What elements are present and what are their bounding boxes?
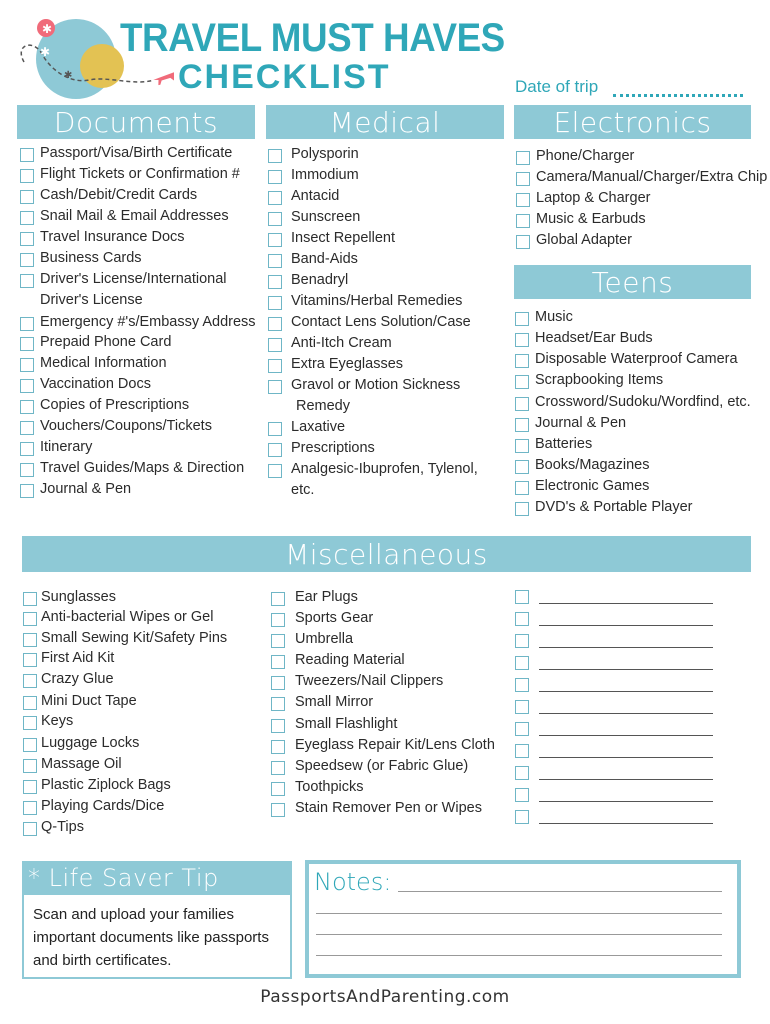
- checklist-item-label: Cash/Debit/Credit Cards: [40, 187, 198, 203]
- checkbox[interactable]: [515, 788, 529, 802]
- checklist-item-label: Passport/Visa/Birth Certificate: [40, 145, 233, 161]
- checklist-item-label: Anti-bacterial Wipes or Gel: [41, 609, 214, 625]
- medical-header: [266, 105, 504, 139]
- checklist-item-label: Scrapbooking Items: [535, 372, 664, 388]
- checklist-item-label: Tweezers/Nail Clippers: [295, 673, 444, 689]
- write-in-line[interactable]: [539, 713, 713, 714]
- date-label-text: Date of trip: [515, 77, 599, 96]
- electronics-header-text: Electronics: [553, 105, 712, 139]
- checklist-item-label: Prepaid Phone Card: [40, 334, 172, 350]
- documents-continuation: Driver's License: [40, 292, 143, 308]
- checkbox[interactable]: [516, 172, 530, 186]
- checklist-item-label: Music & Earbuds: [536, 211, 646, 227]
- checkbox[interactable]: [515, 333, 529, 347]
- checkbox[interactable]: [515, 481, 529, 495]
- checklist-item-label: Journal & Pen: [40, 481, 132, 497]
- checkbox[interactable]: [515, 766, 529, 780]
- checklist-item-label: Q-Tips: [41, 819, 84, 835]
- checklist-item-label: Insect Repellent: [291, 230, 395, 246]
- write-in-line[interactable]: [539, 603, 713, 604]
- checkbox[interactable]: [515, 354, 529, 368]
- checklist-item-label: Emergency #'s/Embassy Address: [40, 314, 256, 330]
- write-in-line[interactable]: [539, 779, 713, 780]
- checkbox[interactable]: [20, 421, 34, 435]
- checklist-item-label: Global Adapter: [536, 232, 632, 248]
- checkbox[interactable]: [271, 592, 285, 606]
- medical-continuation: etc.: [291, 482, 315, 498]
- write-in-line[interactable]: [539, 669, 713, 670]
- checklist-item-label: Laptop & Charger: [536, 190, 651, 206]
- checkbox[interactable]: [516, 214, 530, 228]
- checklist-item-label: Reading Material: [295, 652, 405, 668]
- notes-line: [316, 955, 722, 956]
- checkbox[interactable]: [23, 633, 37, 647]
- checkbox[interactable]: [20, 148, 34, 162]
- checkbox[interactable]: [20, 317, 34, 331]
- electronics-header: [514, 105, 751, 139]
- checkbox[interactable]: [23, 822, 37, 836]
- checklist-item-label: Sunscreen: [291, 209, 361, 225]
- checkbox[interactable]: [268, 443, 282, 457]
- misc-header: [22, 536, 751, 572]
- checkbox[interactable]: [515, 460, 529, 474]
- checkbox[interactable]: [268, 275, 282, 289]
- checkbox[interactable]: [20, 400, 34, 414]
- checkbox[interactable]: [515, 810, 529, 824]
- tip-text: [33, 903, 269, 972]
- title-line2: CHECKLIST: [178, 58, 391, 96]
- checklist-item-label: Vouchers/Coupons/Tickets: [40, 418, 212, 434]
- checkbox[interactable]: [515, 375, 529, 389]
- checklist-item-label: Immodium: [291, 167, 359, 183]
- checkbox[interactable]: [271, 676, 285, 690]
- checklist-item-label: Benadryl: [291, 272, 349, 288]
- checklist-item-label: Headset/Ear Buds: [535, 330, 653, 346]
- checkbox[interactable]: [271, 655, 285, 669]
- checkbox[interactable]: [268, 380, 282, 394]
- checkbox[interactable]: [20, 484, 34, 498]
- checkbox[interactable]: [23, 592, 37, 606]
- svg-text:✱: ✱: [64, 70, 73, 81]
- medical-header-text: Medical: [329, 105, 441, 139]
- checklist-item-label: Vitamins/Herbal Remedies: [291, 293, 463, 309]
- checkbox[interactable]: [23, 780, 37, 794]
- checklist-item-label: Camera/Manual/Charger/Extra Chip: [536, 169, 768, 185]
- checkbox[interactable]: [515, 656, 529, 670]
- checkbox[interactable]: [23, 759, 37, 773]
- write-in-line[interactable]: [539, 647, 713, 648]
- checklist-item-label: Electronic Games: [535, 478, 650, 494]
- checklist-item-label: DVD's & Portable Player: [535, 499, 693, 515]
- notes-label: Notes:: [314, 868, 392, 896]
- checkbox[interactable]: [516, 193, 530, 207]
- medical-continuation: Remedy: [296, 398, 350, 414]
- checkbox[interactable]: [20, 337, 34, 351]
- checklist-item-label: Music: [535, 309, 573, 325]
- write-in-line[interactable]: [539, 691, 713, 692]
- checkbox[interactable]: [268, 422, 282, 436]
- checklist-item-label: Small Flashlight: [295, 716, 398, 732]
- checkbox[interactable]: [515, 590, 529, 604]
- checklist-item-label: Batteries: [535, 436, 593, 452]
- checklist-item-label: Snail Mail & Email Addresses: [40, 208, 229, 224]
- checklist-item-label: Crazy Glue: [41, 671, 114, 687]
- checkbox[interactable]: [516, 151, 530, 165]
- checklist-item-label: Small Mirror: [295, 694, 374, 710]
- checkbox[interactable]: [20, 463, 34, 477]
- checkbox[interactable]: [515, 418, 529, 432]
- notes-line: [398, 891, 722, 892]
- svg-text:✱: ✱: [42, 22, 53, 36]
- checkbox[interactable]: [23, 696, 37, 710]
- documents-header: [17, 105, 255, 139]
- checklist-item-label: Travel Guides/Maps & Direction: [40, 460, 245, 476]
- checkbox[interactable]: [268, 464, 282, 478]
- checklist-item-label: Travel Insurance Docs: [40, 229, 185, 245]
- notes-line: [316, 913, 722, 914]
- checkbox[interactable]: [20, 211, 34, 225]
- checklist-item-label: Massage Oil: [41, 756, 122, 772]
- checkbox[interactable]: [271, 740, 285, 754]
- checklist-item-label: Antacid: [291, 188, 340, 204]
- checklist-item-label: Mini Duct Tape: [41, 693, 137, 709]
- checkbox[interactable]: [268, 317, 282, 331]
- checkbox[interactable]: [515, 612, 529, 626]
- write-in-line[interactable]: [539, 625, 713, 626]
- tip-text-line: important documents like passports: [33, 929, 269, 946]
- checkbox[interactable]: [268, 338, 282, 352]
- checkbox[interactable]: [271, 613, 285, 627]
- checklist-item-label: Driver's License/International: [40, 271, 227, 287]
- checklist-item-label: Analgesic-Ibuprofen, Tylenol,: [291, 461, 478, 477]
- date-of-trip-label: [515, 77, 598, 97]
- checklist-item-label: Vaccination Docs: [40, 376, 151, 392]
- checklist-item-label: Sports Gear: [295, 610, 374, 626]
- checkbox[interactable]: [271, 782, 285, 796]
- checkbox[interactable]: [268, 149, 282, 163]
- checklist-item-label: Sunglasses: [41, 589, 116, 605]
- checklist-item-label: Flight Tickets or Confirmation #: [40, 166, 240, 182]
- date-of-trip-field[interactable]: [613, 94, 743, 97]
- checkbox[interactable]: [20, 442, 34, 456]
- checklist-item-label: Plastic Ziplock Bags: [41, 777, 171, 793]
- checkbox[interactable]: [20, 169, 34, 183]
- checkbox[interactable]: [23, 612, 37, 626]
- checkbox[interactable]: [20, 190, 34, 204]
- checkbox[interactable]: [268, 233, 282, 247]
- checklist-item-label: Extra Eyeglasses: [291, 356, 404, 372]
- checklist-item-label: Keys: [41, 713, 74, 729]
- title-line1: TRAVEL MUST HAVES: [120, 16, 505, 60]
- checkbox[interactable]: [23, 653, 37, 667]
- checkbox[interactable]: [271, 697, 285, 711]
- checkbox[interactable]: [515, 700, 529, 714]
- checklist-item-label: Books/Magazines: [535, 457, 650, 473]
- checkbox[interactable]: [20, 358, 34, 372]
- write-in-line[interactable]: [539, 757, 713, 758]
- checkbox[interactable]: [268, 170, 282, 184]
- checklist-item-label: Playing Cards/Dice: [41, 798, 165, 814]
- checkbox[interactable]: [515, 722, 529, 736]
- write-in-line[interactable]: [539, 735, 713, 736]
- teens-header: [514, 265, 751, 299]
- checklist-item-label: Gravol or Motion Sickness: [291, 377, 461, 393]
- checklist-item-label: Toothpicks: [295, 779, 364, 795]
- checkbox[interactable]: [23, 801, 37, 815]
- tip-header: [22, 861, 292, 895]
- checkbox[interactable]: [515, 744, 529, 758]
- checkbox[interactable]: [515, 312, 529, 326]
- checkbox[interactable]: [20, 379, 34, 393]
- checkbox[interactable]: [20, 274, 34, 288]
- footer-website: PassportsAndParenting.com: [260, 987, 510, 1007]
- checklist-item-label: Polysporin: [291, 146, 359, 162]
- checkbox[interactable]: [20, 232, 34, 246]
- checkbox[interactable]: [268, 359, 282, 373]
- checkbox[interactable]: [23, 716, 37, 730]
- write-in-line[interactable]: [539, 801, 713, 802]
- tip-text-line: Scan and upload your families: [33, 906, 234, 923]
- svg-text:✱: ✱: [40, 45, 51, 59]
- notes-line: [316, 934, 722, 935]
- checkbox[interactable]: [271, 803, 285, 817]
- misc-header-text: Miscellaneous: [285, 537, 488, 571]
- checklist-item-label: Itinerary: [40, 439, 93, 455]
- checkbox[interactable]: [23, 738, 37, 752]
- write-in-line[interactable]: [539, 823, 713, 824]
- checklist-item-label: Luggage Locks: [41, 735, 140, 751]
- checklist-item-label: Crossword/Sudoku/Wordfind, etc.: [535, 394, 751, 410]
- teens-header-text: Teens: [591, 265, 674, 299]
- checklist-item-label: Eyeglass Repair Kit/Lens Cloth: [295, 737, 495, 753]
- checkbox[interactable]: [515, 678, 529, 692]
- checkbox[interactable]: [268, 296, 282, 310]
- checklist-item-label: Stain Remover Pen or Wipes: [295, 800, 482, 816]
- checklist-item-label: Business Cards: [40, 250, 142, 266]
- checkbox[interactable]: [516, 235, 530, 249]
- checklist-item-label: Laxative: [291, 419, 346, 435]
- checkbox[interactable]: [23, 674, 37, 688]
- checkbox[interactable]: [271, 761, 285, 775]
- checklist-item-label: Phone/Charger: [536, 148, 635, 164]
- checklist-item-label: Band-Aids: [291, 251, 358, 267]
- checkbox[interactable]: [271, 634, 285, 648]
- checklist-item-label: Umbrella: [295, 631, 354, 647]
- checkbox[interactable]: [515, 397, 529, 411]
- tip-text-line: and birth certificates.: [33, 952, 172, 969]
- checkbox[interactable]: [268, 212, 282, 226]
- checklist-item-label: Disposable Waterproof Camera: [535, 351, 738, 367]
- checklist-item-label: Anti-Itch Cream: [291, 335, 392, 351]
- checklist-item-label: Medical Information: [40, 355, 167, 371]
- checklist-item-label: Prescriptions: [291, 440, 375, 456]
- checklist-item-label: Speedsew (or Fabric Glue): [295, 758, 469, 774]
- checklist-item-label: Contact Lens Solution/Case: [291, 314, 471, 330]
- checklist-item-label: First Aid Kit: [41, 650, 115, 666]
- checkbox[interactable]: [515, 502, 529, 516]
- checklist-item-label: Copies of Prescriptions: [40, 397, 190, 413]
- checkbox[interactable]: [268, 254, 282, 268]
- checkbox[interactable]: [515, 439, 529, 453]
- checklist-item-label: Journal & Pen: [535, 415, 627, 431]
- checkbox[interactable]: [268, 191, 282, 205]
- checklist-item-label: Ear Plugs: [295, 589, 358, 605]
- checkbox[interactable]: [20, 253, 34, 267]
- tip-header-text: * Life Saver Tip: [28, 864, 219, 892]
- documents-header-text: Documents: [53, 105, 219, 139]
- checkbox[interactable]: [515, 634, 529, 648]
- checklist-item-label: Small Sewing Kit/Safety Pins: [41, 630, 228, 646]
- checkbox[interactable]: [271, 719, 285, 733]
